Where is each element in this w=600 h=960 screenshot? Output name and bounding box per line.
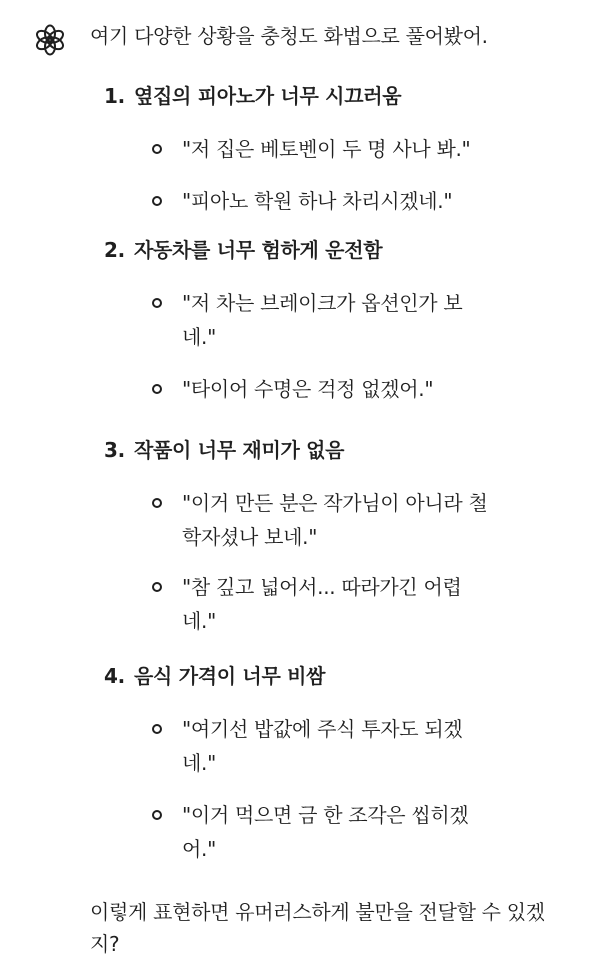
topic-heading — [90, 660, 570, 692]
bullet-circle-icon — [152, 196, 162, 206]
topic-number: 2. — [104, 238, 125, 262]
example-item — [90, 132, 570, 166]
example-text: "이거 만든 분은 작가님이 아니라 철학자셨나 보네." — [182, 491, 488, 549]
topic-heading — [90, 434, 570, 466]
example-text: "저 차는 브레이크가 옵션인가 보네." — [182, 291, 463, 349]
topic-title: 작품이 너무 재미가 없음 — [134, 438, 345, 462]
topic-title: 옆집의 피아노가 너무 시끄러움 — [134, 84, 402, 108]
example-item — [90, 570, 570, 638]
example-item — [90, 798, 570, 866]
example-text: "피아노 학원 하나 차리시겠네." — [182, 189, 453, 213]
example-text: "참 깊고 넓어서... 따라가긴 어렵네." — [182, 575, 462, 633]
topic-item — [90, 234, 570, 406]
topic-heading — [90, 80, 570, 112]
example-item — [90, 184, 570, 218]
bullet-circle-icon — [152, 498, 162, 508]
example-text: "여기선 밥값에 주식 투자도 되겠네." — [182, 717, 463, 775]
example-text: "타이어 수명은 걱정 없겠어." — [182, 377, 434, 401]
example-item — [90, 286, 570, 354]
example-list — [90, 486, 570, 638]
bullet-circle-icon — [152, 298, 162, 308]
example-list — [90, 286, 570, 406]
assistant-avatar — [33, 23, 67, 57]
bullet-circle-icon — [152, 582, 162, 592]
topic-title: 음식 가격이 너무 비쌈 — [134, 664, 326, 688]
topic-list — [90, 80, 570, 866]
bullet-circle-icon — [152, 384, 162, 394]
topic-number: 3. — [104, 438, 125, 462]
topic-number: 4. — [104, 664, 125, 688]
example-item — [90, 486, 570, 554]
assistant-message — [90, 20, 570, 960]
example-item — [90, 372, 570, 406]
bullet-circle-icon — [152, 724, 162, 734]
outro-text: 이렇게 표현하면 유머러스하게 불만을 전달할 수 있겠지? — [90, 900, 545, 956]
example-text: "저 집은 베토벤이 두 명 사나 봐." — [182, 137, 471, 161]
bullet-circle-icon — [152, 810, 162, 820]
topic-title: 자동차를 너무 험하게 운전함 — [134, 238, 383, 262]
openai-logo-icon — [33, 23, 67, 57]
topic-item — [90, 434, 570, 638]
example-item — [90, 712, 570, 780]
topic-number: 1. — [104, 84, 125, 108]
intro-text: 여기 다양한 상황을 충청도 화법으로 풀어봤어. — [90, 24, 488, 48]
bullet-circle-icon — [152, 144, 162, 154]
example-list — [90, 712, 570, 866]
topic-heading — [90, 234, 570, 266]
topic-item — [90, 80, 570, 218]
topic-item — [90, 660, 570, 866]
example-list — [90, 132, 570, 218]
example-text: "이거 먹으면 금 한 조각은 씹히겠어." — [182, 803, 469, 861]
